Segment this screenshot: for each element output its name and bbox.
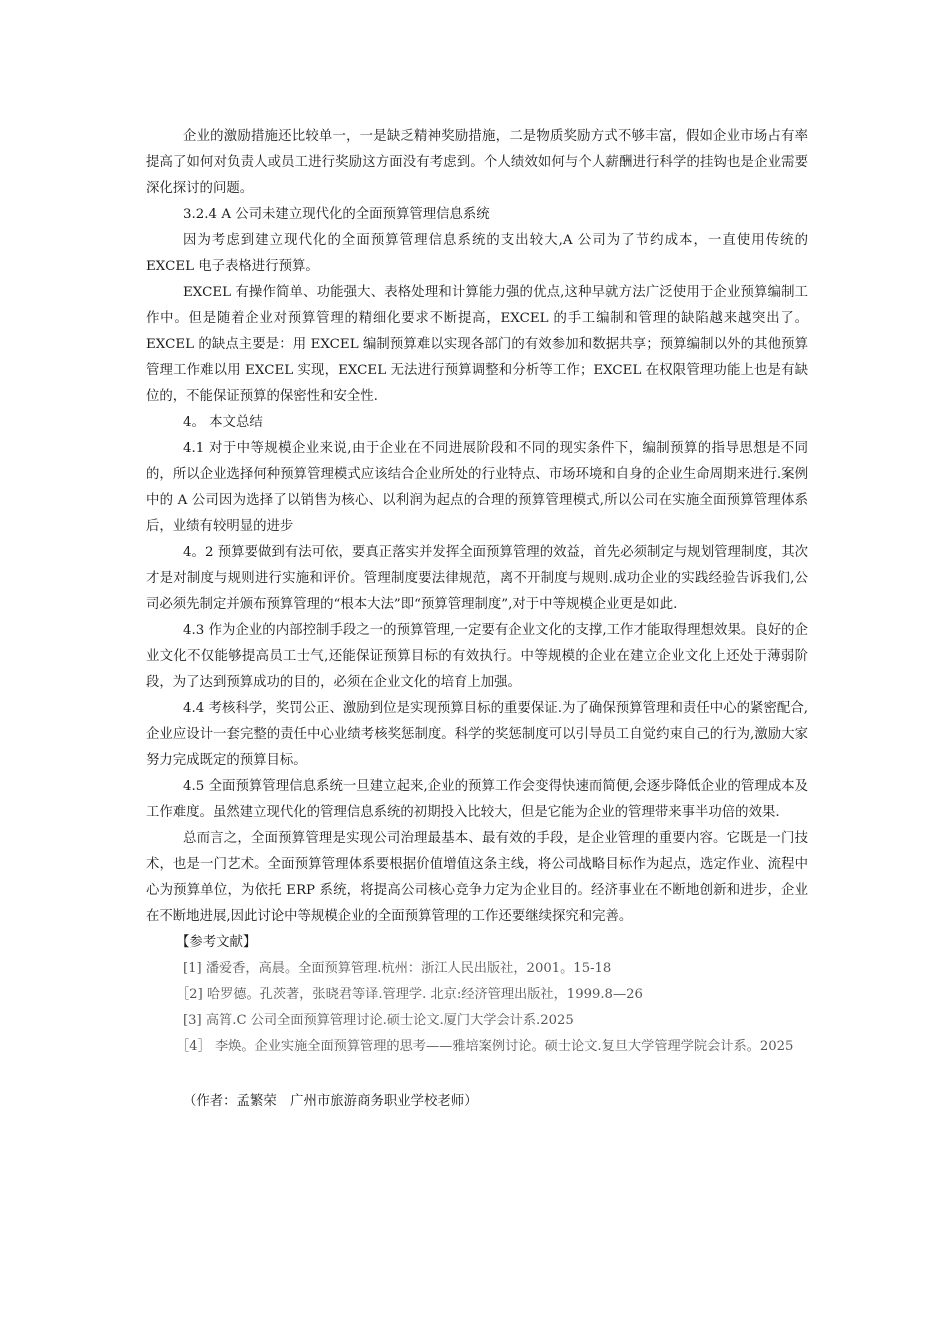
reference-item-3: [3] 高筲.C 公司全面预算管理讨论.硕士论文.厦门大学会计系.2025 [183,1013,574,1028]
paragraph-excel-pros-cons: EXCEL 有操作简单、功能强大、表格处理和计算能力强的优点,这种早就方法广泛使用于企业预算编制工作中。但是随着企业对预算管理的精细化要求不断提高，EXCEL 的手工编制和管理的缺陷越来越突出了。EXCEL 的缺点主要是：用 EXCEL 编制预算难以实现各部门的有效参加和数据共享；预算编制以外的其他预算管理工作难以用 EXCEL 实现，EXCEL 无法进行预算调整和分析等工作；EXCEL 在权限管理功能上也是有缺位的，不能保证预算的保密性和安全性. [146,285,808,404]
paragraph-4-2: 4。2 预算要做到有法可依，要真正落实并发挥全面预算管理的效益，首先必须制定与规划管理制度，其次才是对制度与规则进行实施和评价。管理制度要法律规范，离不开制度与规则.成功企业的实践经验告诉我们,公司必须先制定并颁布预算管理的“根本大法”即“预算管理制度”,对于中等规模企业更是如此. [146,545,808,612]
reference-item-2: ［2] 哈罗德。孔茨著，张晓君等译.管理学. 北京:经济管理出版社，1999.8—26 [176,987,643,1002]
author-line: （作者：孟繁荣 广州市旅游商务职业学校老师） [183,1094,478,1109]
paragraph-4-5: 4.5 全面预算管理信息系统一旦建立起来,企业的预算工作会变得快速而简便,会逐步降低企业的管理成本及工作难度。虽然建立现代化的管理信息系统的初期投入比较大，但是它能为企业的管理带来事半功倍的效果. [146,779,808,820]
paragraph-4-4: 4.4 考核科学，奖罚公正、激励到位是实现预算目标的重要保证.为了确保预算管理和责任中心的紧密配合,企业应设计一套完整的责任中心业绩考核奖惩制度。科学的奖惩制度可以引导员工自觉约束自己的行为,激励大家努力完成既定的预算目标。 [146,701,808,768]
paragraph-4-1: 4.1 对于中等规模企业来说,由于企业在不同进展阶段和不同的现实条件下，编制预算的指导思想是不同的，所以企业选择何种预算管理模式应该结合企业所处的行业特点、市场环境和自身的企业生命周期来进行.案例中的 A 公司因为选择了以销售为核心、以利润为起点的合理的预算管理模式,所以公司在实施全面预算管理体系后，业绩有较明显的进步 [146,441,808,534]
paragraph-incentive: 企业的激励措施还比较单一，一是缺乏精神奖励措施，二是物质奖励方式不够丰富，假如企业市场占有率提高了如何对负责人或员工进行奖励这方面没有考虑到。个人绩效如何与个人薪酬进行科学的挂钩也是企业需要深化探讨的问题。 [146,129,808,196]
document-page [146,124,808,1115]
references-title: 【参考文献】 [176,935,257,950]
reference-item-4: ［4］ 李焕。企业实施全面预算管理的思考——雅培案例讨论。硕士论文.复旦大学管理学院会计系。2025 [176,1039,794,1054]
section-heading-summary: 4。 本文总结 [183,415,263,430]
section-heading-3-2-4: 3.2.4 A 公司未建立现代化的全面预算管理信息系统 [183,207,490,222]
reference-item-1: [1] 潘爱香，高晨。全面预算管理.杭州：浙江人民出版社，2001。15-18 [183,961,612,976]
paragraph-excel-cost: 因为考虑到建立现代化的全面预算管理信息系统的支出较大,A 公司为了节约成本，一直使用传统的 EXCEL 电子表格进行预算。 [146,233,808,274]
paragraph-4-3: 4.3 作为企业的内部控制手段之一的预算管理,一定要有企业文化的支撑,工作才能取得理想效果。良好的企业文化不仅能够提高员工士气,还能保证预算目标的有效执行。中等规模的企业在建立企业文化上还处于薄弱阶段，为了达到预算成功的目的，必须在企业文化的培育上加强。 [146,623,808,690]
paragraph-conclusion: 总而言之，全面预算管理是实现公司治理最基本、最有效的手段，是企业管理的重要内容。它既是一门技术，也是一门艺术。全面预算管理体系要根据价值增值这条主线，将公司战略目标作为起点，选定作业、流程中心为预算单位，为依托 ERP 系统，将提高公司核心竞争力定为企业目的。经济事业在不断地创新和进步，企业在不断地进展,因此讨论中等规模企业的全面预算管理的工作还要继续探究和完善。 [146,831,808,924]
